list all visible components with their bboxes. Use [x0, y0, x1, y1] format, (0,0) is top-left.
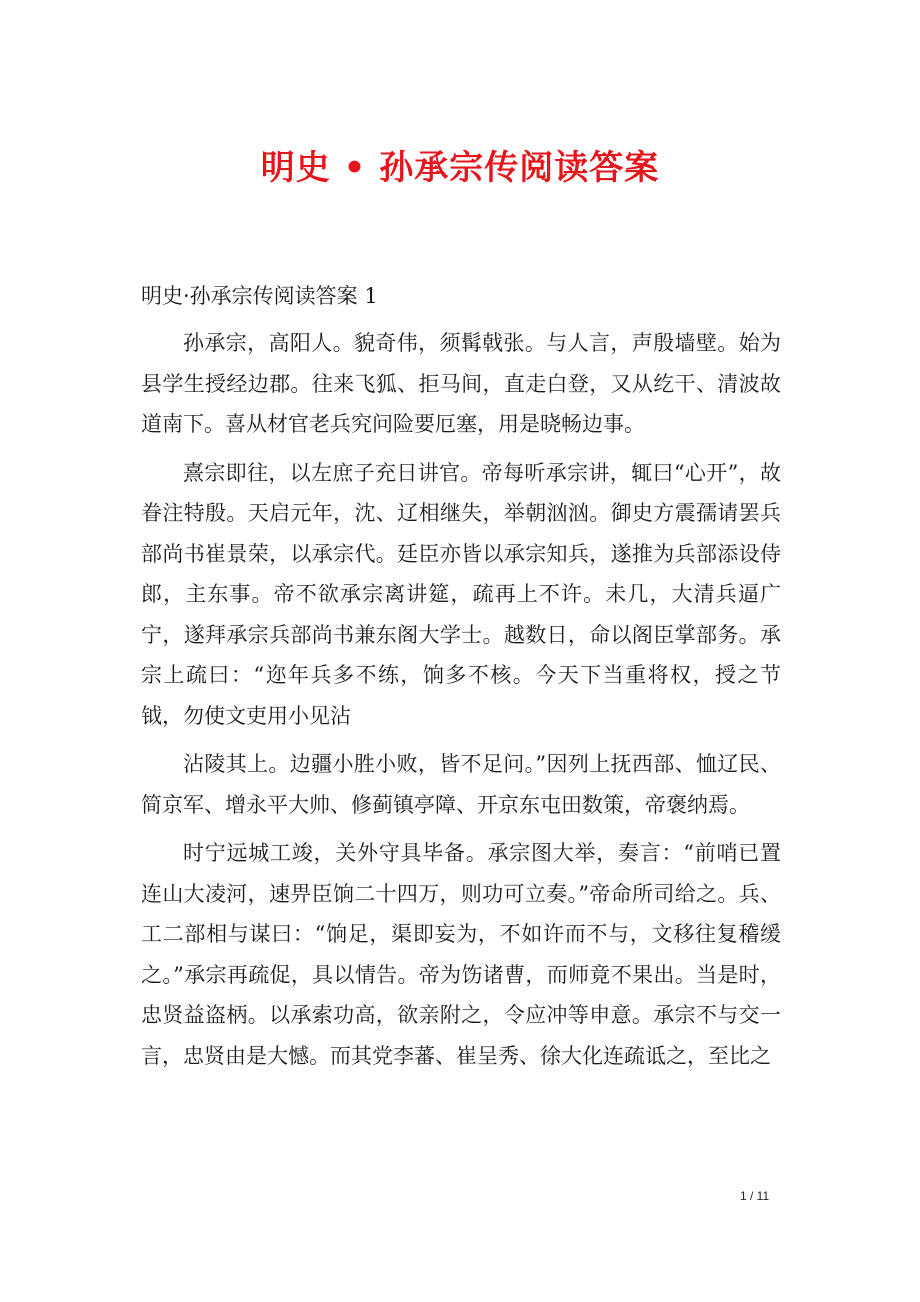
page-number: 1 / 11 [740, 1189, 770, 1203]
paragraph: 时宁远城工竣，关外守具毕备。承宗图大举，奏言：“前哨已置连山大凌河，速畀臣饷二十四万，则功可立奏。”帝命所司给之。兵、工二部相与谋曰：“饷足，渠即妄为，不如许而不与，文移往复稽缓之。”承宗再疏促，具以情告。帝为饬诸曹，而师竟不果出。当是时，忠贤益盗柄。以承索功高，欲亲附之，令应冲等申意。承宗不与交一言，忠贤由是大憾。而其党李蕃、崔呈秀、徐大化连疏诋之，至比之 [141, 841, 781, 1068]
section-heading: 明史·孙承宗传阅读答案 1 [141, 284, 378, 308]
paragraph: 沾陵其上。边疆小胜小败，皆不足问。”因列上抚西部、恤辽民、简京军、增永平大帅、修蓟镇亭障、开京东屯田数策，帝褒纳焉。 [141, 752, 781, 817]
paragraph: 孙承宗，高阳人。貌奇伟，须髯戟张。与人言，声殷墙壁。始为县学生授经边郡。往来飞狐、拒马间，直走白登，又从纥干、清波故道南下。喜从材官老兵究问险要厄塞，用是晓畅边事。 [141, 331, 781, 436]
document-title: 明史 • 孙承宗传阅读答案 [260, 148, 660, 188]
body-text [141, 323, 781, 1084]
paragraph: 熹宗即往，以左庶子充日讲官。帝每听承宗讲，辄曰“心开”，故眷注特殷。天启元年，沈、辽相继失，举朝汹汹。御史方震孺请罢兵部尚书崔景荣，以承宗代。廷臣亦皆以承宗知兵，遂推为兵部添设侍郎，主东事。帝不欲承宗离讲筵，疏再上不许。未几，大清兵逼广宁，遂拜承宗兵部尚书兼东阁大学士。越数日，命以阁臣掌部务。承宗上疏曰：“迩年兵多不练，饷多不核。今天下当重将权，授之节钺，勿使文吏用小见沾 [141, 460, 781, 728]
